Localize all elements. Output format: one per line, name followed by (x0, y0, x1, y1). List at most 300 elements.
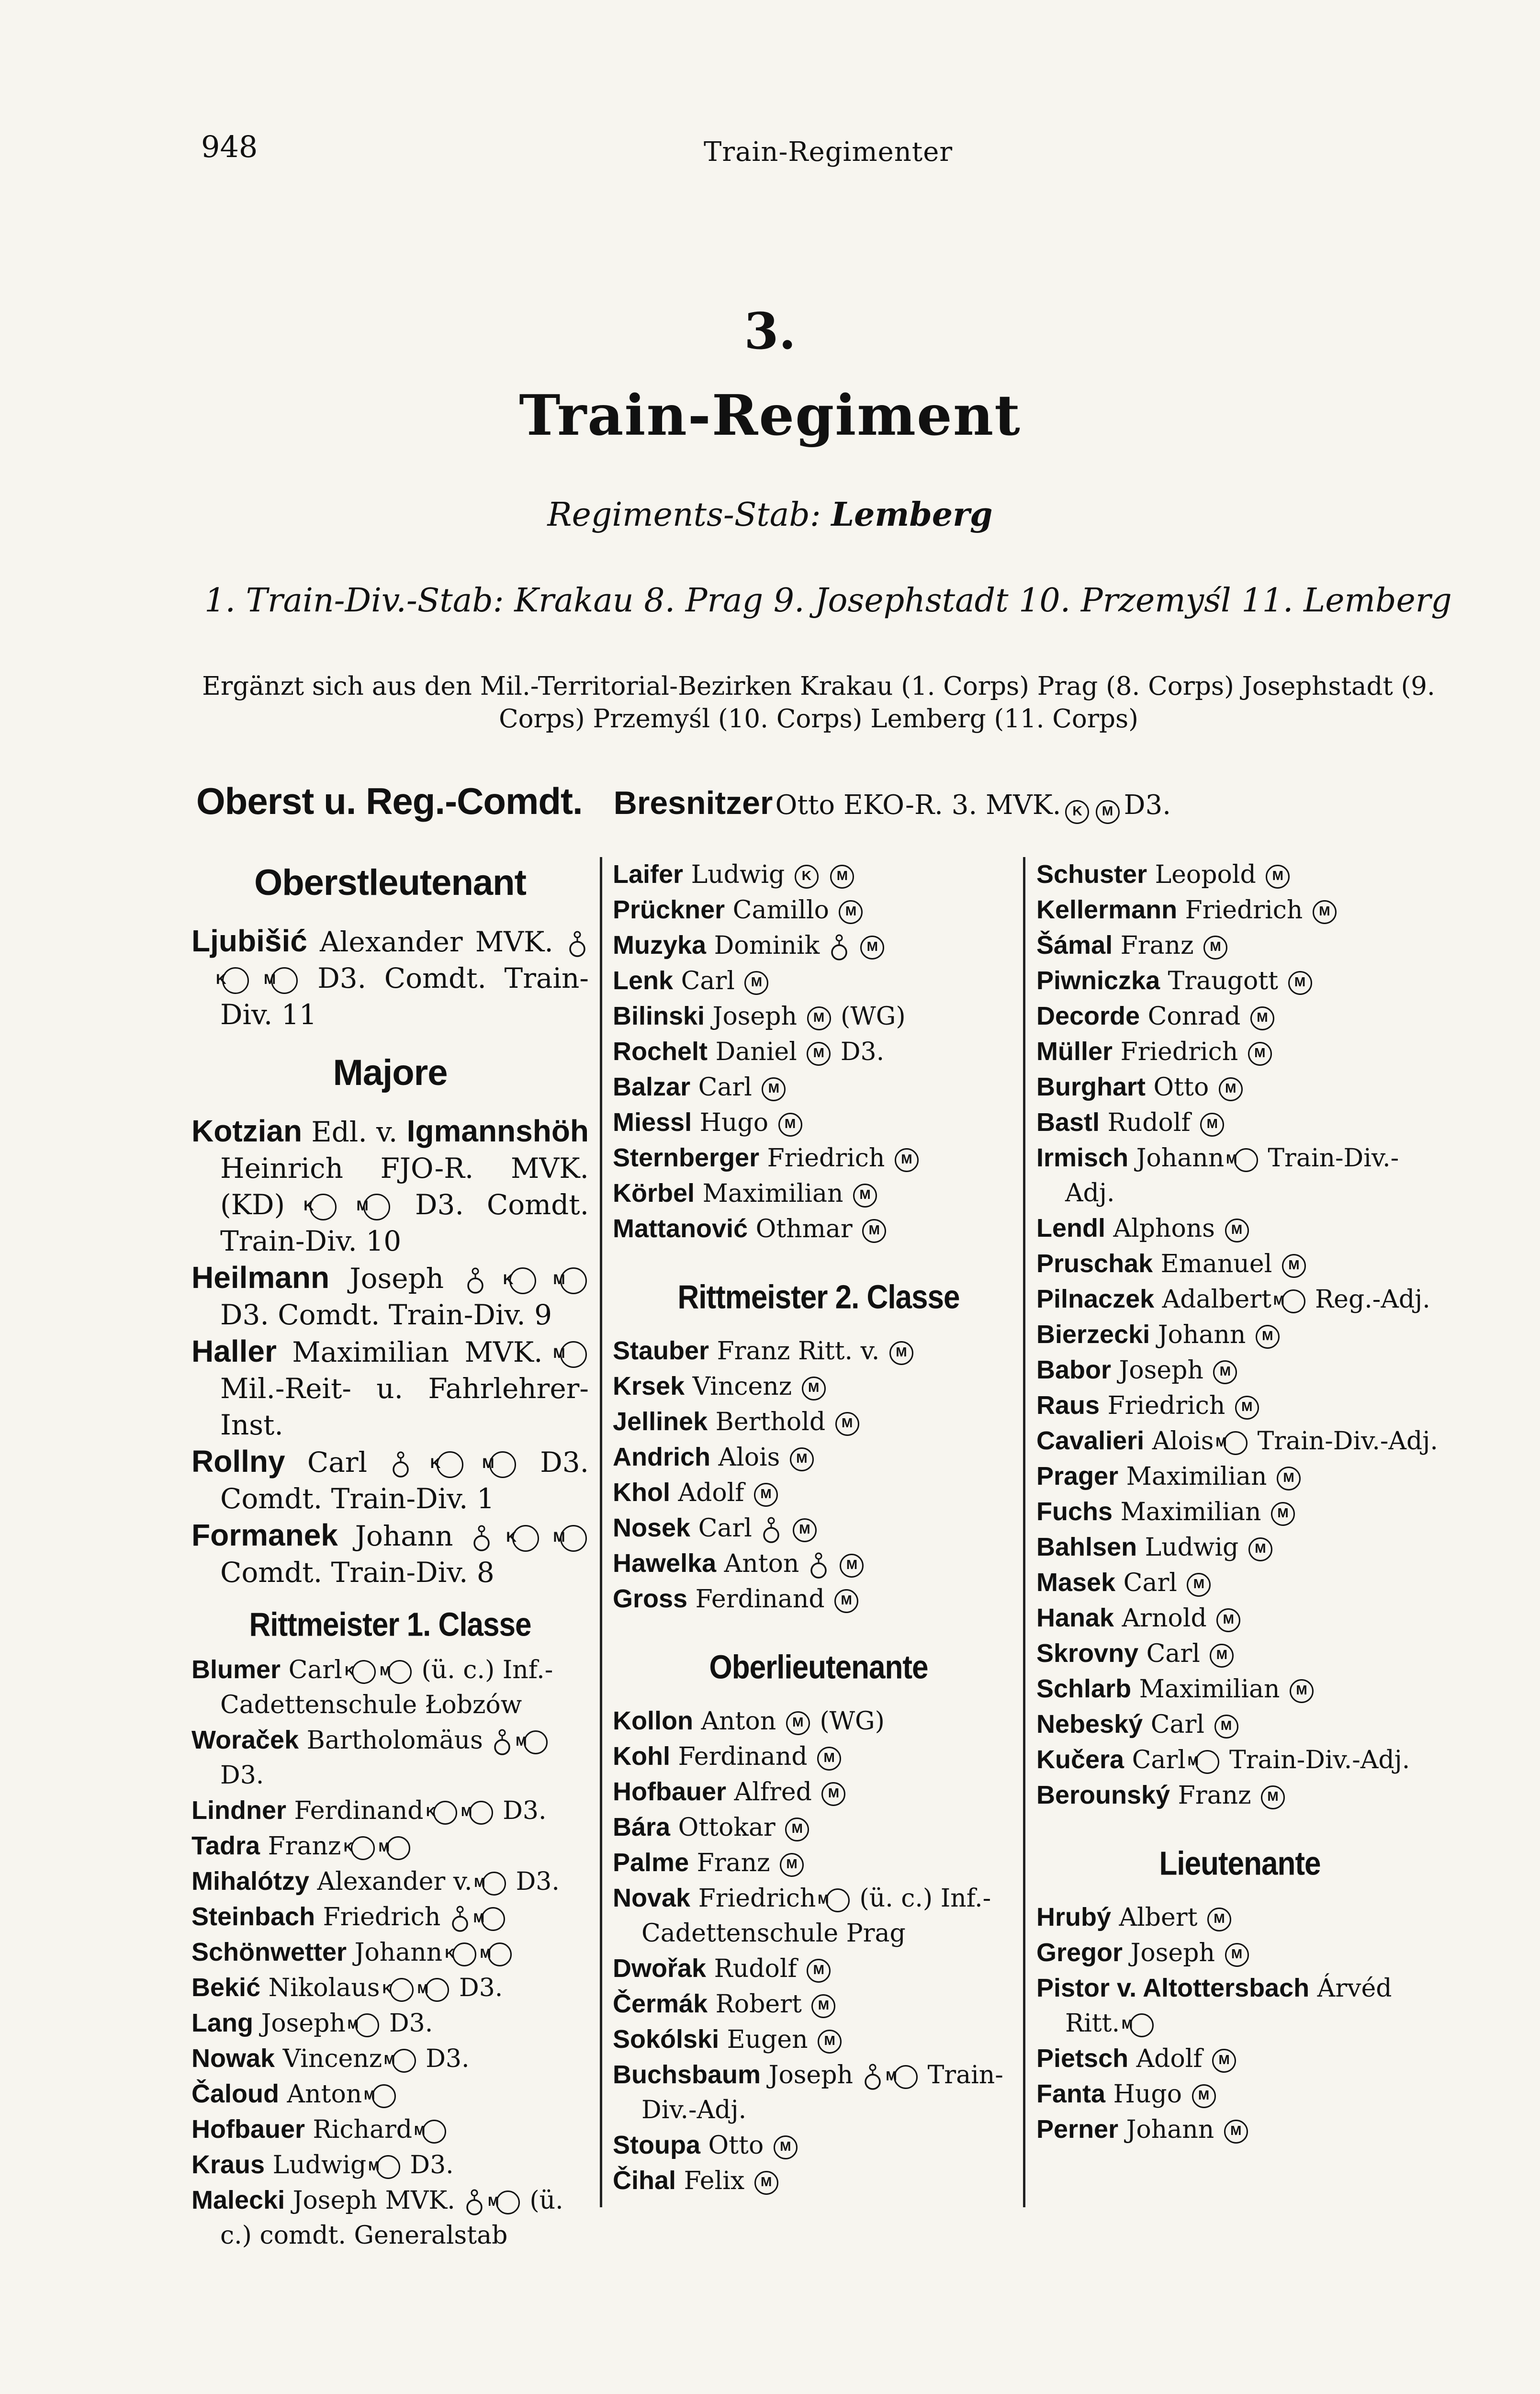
list-item (613, 1440, 1024, 1475)
m-icon: M (790, 1447, 814, 1471)
list-item (1036, 857, 1443, 892)
entry-text: Friedrich (698, 1884, 816, 1913)
medal-icon (391, 1450, 410, 1479)
list-item (191, 1899, 589, 1935)
surname: Laifer (613, 860, 684, 889)
heading-oberstleutnant: Oberstleutenant (254, 862, 526, 903)
surname: Cavalieri (1036, 1426, 1145, 1455)
list-item (613, 1176, 1024, 1211)
surname: Krsek (613, 1372, 685, 1400)
m-icon: M (860, 936, 884, 960)
m-icon: M (496, 2191, 520, 2214)
list-item (613, 1987, 1024, 2022)
m-icon: M (1210, 1644, 1234, 1668)
surname: Kohl (613, 1742, 670, 1771)
list-item (1036, 1530, 1443, 1565)
list-item (613, 999, 1024, 1034)
oberst-surname: Bresnitzer (613, 785, 773, 821)
entry-text: D3. (426, 2044, 470, 2073)
heading-oberlieutenante: Oberlieutenante (709, 1649, 928, 1686)
entry-text: Ludwig (272, 2151, 367, 2179)
m-icon: M (1213, 1360, 1237, 1384)
surname: Kellermann (1036, 895, 1178, 924)
list-item (191, 1652, 589, 1723)
surname: Čihal (613, 2166, 676, 2195)
surname: Tadra (191, 1831, 260, 1860)
list-item (1036, 1388, 1443, 1423)
m-icon: M (372, 2084, 396, 2108)
list-item (1036, 1070, 1443, 1105)
surname: Mihalótzy (191, 1867, 310, 1896)
surname: Andrich (613, 1443, 711, 1471)
m-icon: M (469, 1801, 493, 1825)
entry-text: Comdt. Train-Div. 8 (220, 1556, 495, 1589)
list-item (613, 892, 1024, 928)
entry-text: Hugo (1113, 2080, 1182, 2109)
entry-text: Carl (307, 1446, 368, 1479)
m-icon: M (1192, 2084, 1216, 2108)
m-icon: M (388, 1660, 412, 1684)
entry-text: D3. (840, 1038, 885, 1066)
list-item (613, 1951, 1024, 1987)
m-icon: M (835, 1412, 859, 1436)
m-icon: M (1187, 1573, 1211, 1597)
list-item (191, 923, 589, 1033)
entry-text: Train-Div.-Adj. (1229, 1746, 1410, 1774)
m-icon: M (778, 1113, 802, 1137)
list-item (613, 1581, 1024, 1617)
surname: Nebeský (1036, 1710, 1143, 1739)
surname: Kraus (191, 2150, 265, 2179)
m-icon: M (894, 2065, 918, 2089)
entry-text: Bartholomäus (306, 1726, 483, 1755)
list-item (613, 1211, 1024, 1247)
list-item (1036, 1282, 1443, 1317)
entry-text: Friedrich (323, 1903, 441, 1931)
surname: Sternberger (613, 1143, 760, 1172)
list-item (191, 1259, 589, 1333)
entry-text: Albert (1119, 1903, 1198, 1932)
m-icon: M (1200, 1113, 1224, 1137)
surname: Lenk (613, 966, 674, 995)
list-item (1036, 1601, 1443, 1636)
entry-text: Joseph (1130, 1939, 1215, 1967)
medal-icon (472, 1524, 491, 1553)
entry-text: Berthold (715, 1408, 826, 1436)
m-icon: M (1225, 1219, 1249, 1242)
entry-text: Adolf (1136, 2044, 1203, 2073)
surname: Jellinek (613, 1407, 708, 1436)
k-icon: K (437, 1451, 463, 1478)
list-item (613, 1739, 1024, 1774)
list-item (191, 2112, 589, 2147)
entry-text: Johann (1136, 1144, 1225, 1173)
list-item (191, 1113, 589, 1259)
list-item (613, 1511, 1024, 1546)
surname: Schlarb (1036, 1674, 1132, 1703)
surname: Prückner (613, 895, 725, 924)
list-item (191, 2183, 589, 2253)
list-item (1036, 1900, 1443, 1935)
surname: Bára (613, 1813, 671, 1841)
surname: Kollon (613, 1706, 693, 1735)
surname: Buchsbaum (613, 2060, 761, 2089)
entry-text: (ü. c.) Inf.-Cadettenschule Prag (641, 1884, 991, 1948)
list-item (613, 1881, 1024, 1951)
m-icon: M (271, 967, 298, 994)
page-number: 948 (201, 129, 258, 164)
surname: Stoupa (613, 2131, 700, 2159)
entry-text: Friedrich (1120, 1038, 1238, 1066)
entry-text: Franz (268, 1832, 341, 1861)
entry-text: Friedrich (1107, 1391, 1225, 1420)
m-icon: M (481, 1907, 505, 1931)
m-icon: M (840, 1554, 864, 1578)
entry-text: Maximilian MVK. (292, 1336, 543, 1368)
m-icon: M (1225, 1943, 1249, 1967)
m-icon: M (355, 2013, 379, 2037)
k-icon: K (310, 1194, 337, 1220)
entry-text: D3. (220, 1761, 264, 1790)
m-icon: M (793, 1518, 817, 1542)
m-icon: M (524, 1730, 548, 1754)
entry-text: Alexander v. (317, 1867, 472, 1896)
m-icon: M (853, 1184, 877, 1208)
entry-text: D3. (516, 1867, 560, 1896)
surname: Mattanović (613, 1214, 748, 1243)
m-icon: M (786, 1711, 810, 1735)
list-item (191, 1829, 589, 1864)
m-icon: M (1096, 800, 1120, 824)
m-icon: M (1219, 1077, 1243, 1101)
m-icon: M (376, 2155, 400, 2179)
m-icon: M (1277, 1467, 1301, 1491)
surname: Igmannshöh (406, 1114, 589, 1148)
surname: Müller (1036, 1037, 1113, 1066)
entry-text: (ü. c.) Inf.-Cadettenschule Łobzów (220, 1656, 553, 1719)
surname: Kučera (1036, 1745, 1124, 1774)
surname: Miessl (613, 1108, 692, 1137)
m-icon: M (807, 1959, 831, 1983)
m-icon: M (1207, 1908, 1231, 1931)
entry-text: Richard (313, 2115, 413, 2144)
m-icon: M (392, 2049, 416, 2073)
entry-text: Otto (1153, 1073, 1209, 1102)
entry-text: Carl (1123, 1569, 1177, 1597)
entry-text: Vincenz (692, 1372, 792, 1401)
m-icon: M (834, 1589, 858, 1613)
entry-text: Franz (1120, 931, 1194, 960)
m-icon: M (862, 1219, 886, 1243)
m-icon: M (830, 865, 854, 889)
entry-text: Ludwig (1145, 1533, 1239, 1562)
entry-text: Hugo (699, 1108, 769, 1137)
list-item (191, 1723, 589, 1793)
surname: Malecki (191, 2186, 285, 2214)
medal-icon (465, 2188, 484, 2217)
surname: Formanek (191, 1518, 338, 1552)
entry-text: Friedrich (1185, 896, 1303, 925)
k-icon: K (1065, 800, 1089, 824)
stab-label: Regiments-Stab: (547, 496, 821, 534)
entry-text: D3. (389, 2009, 433, 2038)
list-item (1036, 1636, 1443, 1671)
entry-text: Edl. v. (311, 1116, 398, 1148)
list-item (613, 2057, 1024, 2128)
entry-text: Joseph (712, 1002, 797, 1031)
list-item (1036, 1971, 1443, 2041)
surname: Čaloud (191, 2079, 279, 2108)
k-icon: K (509, 1267, 536, 1294)
entry-text: Dominik (714, 931, 820, 960)
m-icon: M (1203, 936, 1227, 960)
entry-text: Train-Div.-Adj. (1257, 1427, 1438, 1456)
entry-text: Alexander MVK. (320, 926, 553, 958)
m-icon: M (785, 1818, 809, 1841)
entry-text: Joseph (1119, 1356, 1203, 1385)
entry-text: Carl (1146, 1639, 1200, 1668)
m-icon: M (1212, 2049, 1236, 2073)
medal-icon (863, 2063, 882, 2091)
list-item (613, 1810, 1024, 1845)
entry-text: Ferdinand (695, 1585, 825, 1614)
m-icon: M (1250, 1006, 1274, 1030)
entry-text: Emanuel (1160, 1250, 1272, 1278)
m-icon: M (1261, 1785, 1285, 1809)
m-icon: M (1195, 1750, 1219, 1774)
entry-text: Camillo (732, 896, 829, 925)
column-2 (613, 857, 1024, 2199)
list-item (191, 2006, 589, 2041)
list-item (191, 1970, 589, 2006)
surname: Raus (1036, 1391, 1100, 1420)
m-icon: M (560, 1267, 587, 1294)
entry-text: Alphons (1113, 1214, 1215, 1243)
list-item (613, 1070, 1024, 1105)
surname: Palme (613, 1848, 689, 1877)
surname: Lindner (191, 1796, 286, 1825)
m-icon: M (425, 1978, 449, 2002)
entry-text: D3. (410, 2151, 454, 2179)
list-item (191, 1333, 589, 1443)
surname: Piwniczka (1036, 966, 1160, 995)
m-icon: M (1290, 1679, 1314, 1703)
medal-icon (830, 933, 849, 962)
entry-text: Maximilian (1120, 1498, 1261, 1526)
entry-text: Train-Div.-Adj. (641, 2061, 1003, 2124)
list-item (1036, 2077, 1443, 2112)
entry-text: Johann (1158, 1321, 1246, 1349)
surname: Pietsch (1036, 2044, 1129, 2073)
surname: Bahlsen (1036, 1533, 1137, 1561)
surname: Steinbach (191, 1902, 315, 1931)
entry-text: Carl (288, 1656, 342, 1684)
entry-text: Nikolaus (268, 1974, 380, 2002)
surname: Heilmann (191, 1260, 330, 1295)
surname: Skrovny (1036, 1639, 1139, 1668)
list-item (191, 2041, 589, 2077)
surname: Gregor (1036, 1938, 1123, 1967)
surname: Rollny (191, 1444, 285, 1479)
entry-text: Rudolf (1107, 1108, 1191, 1137)
surname: Decorde (1036, 1002, 1140, 1030)
surname: Woraček (191, 1726, 299, 1754)
surname: Pilnaczek (1036, 1285, 1155, 1313)
heading-rittmeister-1: Rittmeister 1. Classe (249, 1606, 531, 1644)
entry-text: Reg.-Adj. (1315, 1285, 1430, 1314)
list-item (613, 1369, 1024, 1404)
division-stabs: 1. Train-Div.-Stab: Krakau 8. Prag 9. Josephstadt 10. Przemyśl 11. Lemberg (204, 582, 1452, 620)
m-icon: M (817, 1747, 841, 1771)
m-icon: M (807, 1006, 831, 1030)
surname: Hanak (1036, 1604, 1114, 1632)
surname: Rochelt (613, 1037, 708, 1066)
surname: Irmisch (1036, 1143, 1129, 1172)
entry-text: Othmar (755, 1215, 853, 1243)
surname: Čermák (613, 1989, 708, 2018)
k-icon: K (351, 1836, 375, 1860)
list-item (613, 1845, 1024, 1881)
k-icon: K (452, 1942, 476, 1966)
surname: Schönwetter (191, 1938, 347, 1966)
m-icon: M (889, 1341, 913, 1365)
list-item (191, 1935, 589, 1970)
list-item (1036, 1423, 1443, 1459)
m-icon: M (839, 900, 863, 924)
m-icon: M (1234, 1148, 1258, 1172)
surname: Lendl (1036, 1214, 1105, 1242)
m-icon: M (1224, 2120, 1248, 2144)
entry-text: Franz Ritt. v. (717, 1337, 880, 1366)
m-icon: M (895, 1148, 919, 1172)
list-item (1036, 1353, 1443, 1388)
surname: Perner (1036, 2115, 1119, 2144)
medal-icon (493, 1728, 512, 1757)
m-icon: M (821, 1782, 845, 1806)
m-icon: M (1235, 1396, 1259, 1420)
m-icon: M (780, 1853, 804, 1877)
list-item (1036, 892, 1443, 928)
list-item (613, 1105, 1024, 1141)
list-item (613, 963, 1024, 999)
entry-text: (WG) (841, 1002, 906, 1031)
list-item (191, 2077, 589, 2112)
list-item (1036, 1565, 1443, 1601)
entry-text: Maximilian (1126, 1462, 1267, 1491)
entry-text: Joseph MVK. (292, 2186, 455, 2215)
list-item (613, 1404, 1024, 1440)
m-icon: M (811, 1994, 835, 2018)
entry-text: Adolf (678, 1479, 744, 1507)
surname: Novak (613, 1884, 691, 1912)
surname: Haller (191, 1334, 277, 1368)
medal-icon (450, 1905, 470, 1933)
surname: Pruschak (1036, 1249, 1153, 1278)
list-item (1036, 2041, 1443, 2077)
list-item (1036, 999, 1443, 1034)
m-icon: M (1216, 1608, 1240, 1632)
list-item (1036, 1141, 1443, 1211)
oberst-details: Otto EKO-R. 3. MVK. (775, 790, 1061, 821)
surname: Hrubý (1036, 1903, 1112, 1931)
list-item (1036, 1494, 1443, 1530)
k-icon: K (795, 865, 819, 889)
medal-icon (466, 1266, 485, 1295)
entry-text: Carl (681, 967, 735, 995)
entry-text: Árvéd Ritt. (1065, 1974, 1392, 2038)
entry-text: Carl (698, 1514, 752, 1543)
surname: Blumer (191, 1655, 281, 1684)
entry-text: Carl (1150, 1710, 1204, 1739)
entry-text: Friedrich (767, 1144, 885, 1173)
m-icon: M (560, 1525, 587, 1552)
m-icon: M (818, 2030, 842, 2054)
m-icon: M (1224, 1431, 1248, 1455)
entry-text: D3. Comdt. Train-Div. 11 (220, 962, 589, 1031)
surname: Sokólski (613, 2025, 719, 2054)
column-divider (600, 857, 602, 2207)
surname: Kotzian (191, 1114, 303, 1148)
surname: Prager (1036, 1462, 1119, 1491)
list-item (1036, 1671, 1443, 1707)
list-item (613, 1774, 1024, 1810)
m-icon: M (1271, 1502, 1295, 1526)
list-item (613, 928, 1024, 963)
m-icon: M (826, 1888, 850, 1912)
list-item (613, 1704, 1024, 1739)
m-icon: M (422, 2120, 446, 2144)
surname: Masek (1036, 1568, 1116, 1597)
entry-text: Rudolf (714, 1954, 797, 1983)
m-icon: M (489, 1451, 516, 1478)
surname: Nosek (613, 1513, 691, 1542)
heading-lieutenante: Lieutenante (1159, 1845, 1321, 1883)
m-icon: M (774, 2135, 798, 2159)
entry-text: Traugott (1168, 967, 1279, 995)
surname: Bilinski (613, 1002, 705, 1030)
m-icon: M (762, 1077, 786, 1101)
list-item (1036, 1707, 1443, 1742)
surname: Fanta (1036, 2079, 1106, 2108)
oberst-suffix: D3. (1124, 790, 1171, 821)
entry-text: Carl (1132, 1746, 1186, 1774)
k-icon: K (352, 1660, 376, 1684)
regiment-title: Train-Regiment (519, 383, 1021, 448)
surname: Muzyka (613, 931, 707, 960)
heading-majore: Majore (333, 1052, 448, 1093)
list-item (1036, 1778, 1443, 1813)
medal-icon (568, 930, 587, 959)
entry-text: Comdt. Train-Div. 1 (220, 1482, 495, 1515)
m-icon: M (1313, 900, 1337, 924)
list-item (613, 2128, 1024, 2163)
entry-text: Ferdinand (294, 1796, 424, 1825)
entry-text: Franz (697, 1849, 770, 1877)
list-item (191, 1517, 589, 1591)
entry-text: D3. Comdt. Train-Div. 9 (220, 1299, 552, 1331)
stab-place: Lemberg (831, 496, 993, 534)
entry-text: Anton (287, 2080, 362, 2109)
entry-text: Johann (1126, 2115, 1214, 2144)
k-icon: K (390, 1978, 414, 2002)
k-icon: K (433, 1801, 457, 1825)
list-item (613, 1333, 1024, 1369)
list-item (1036, 1459, 1443, 1494)
surname: Pistor v. Altottersbach (1036, 1974, 1310, 2002)
m-icon: M (1281, 1289, 1305, 1313)
list-item (191, 1443, 589, 1517)
oberst-line (196, 779, 1171, 824)
